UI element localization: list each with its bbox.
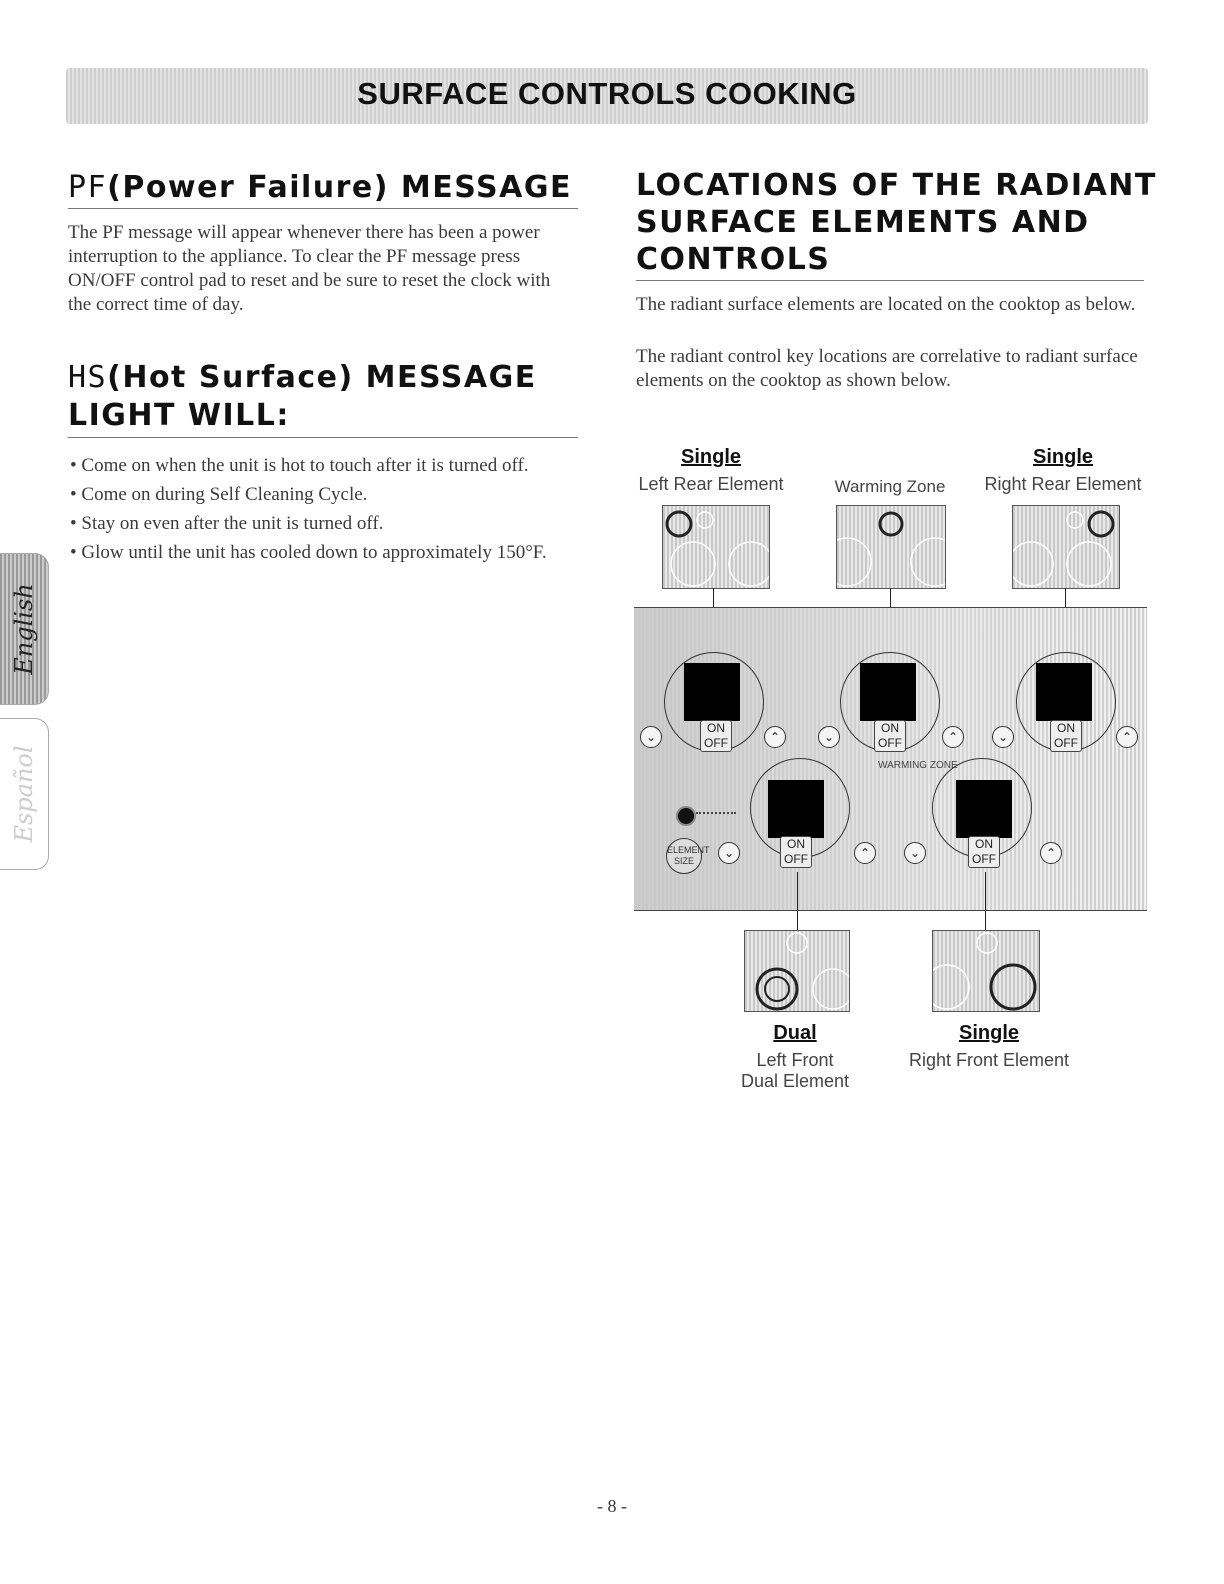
cooktop-thumb-right-front [932, 930, 1040, 1012]
indicator-light-icon [676, 806, 696, 826]
cooktop-thumb-warming [836, 505, 946, 589]
off-label: OFF [784, 852, 808, 866]
chevron-down-icon[interactable]: ⌄ [904, 842, 926, 864]
on-label: ON [975, 837, 993, 851]
label-left-front-desc-1: Left Front [756, 1050, 834, 1070]
indicator-dots [696, 812, 736, 814]
cooktop-thumb-left-rear-svg [663, 506, 769, 588]
label-right-front-desc-1: Right Front Element [908, 1050, 1070, 1070]
cooktop-thumb-left-rear [662, 505, 770, 589]
onoff-left-front-button[interactable] [780, 836, 812, 868]
locations-heading-1: LOCATIONS OF THE RADIANT [636, 168, 1157, 203]
label-left-rear-type: Single [680, 446, 741, 468]
hs-heading-text: (Hot Surface) MESSAGE [107, 360, 537, 395]
onoff-left-rear-button[interactable] [700, 720, 732, 752]
on-label: ON [707, 721, 725, 735]
display-left-rear [684, 663, 740, 721]
cooktop-thumb-left-front [744, 930, 850, 1012]
section-banner [66, 68, 1148, 124]
chevron-down-icon[interactable]: ⌄ [818, 726, 840, 748]
label-right-front-type: Single [958, 1022, 1019, 1044]
cooktop-thumb-left-front-svg [745, 931, 849, 1011]
list-item: • Come on when the unit is hot to touch after it is turned off. [70, 451, 590, 480]
off-label: OFF [1054, 736, 1078, 750]
locations-heading-3: CONTROLS [636, 242, 831, 277]
label-left-front-desc-2: Dual Element [740, 1071, 850, 1091]
chevron-down-icon[interactable]: ⌄ [718, 842, 740, 864]
off-label: OFF [972, 852, 996, 866]
banner-title: SURFACE CONTROLS COOKING [357, 76, 857, 111]
chevron-down-icon[interactable]: ⌄ [640, 726, 662, 748]
connector-left-front [797, 872, 798, 930]
tab-english[interactable] [0, 553, 49, 705]
onoff-right-front-button[interactable] [968, 836, 1000, 868]
hs-heading-line2: LIGHT WILL: [68, 398, 290, 433]
on-label: ON [787, 837, 805, 851]
display-right-front [956, 780, 1012, 838]
hs-rule [68, 437, 578, 438]
hs-code: HS [68, 360, 108, 395]
label-right-rear-desc: Right Rear Element [984, 474, 1142, 494]
label-right-rear-type: Single [1032, 446, 1093, 468]
label-left-front-type: Dual [773, 1022, 817, 1044]
list-item: • Glow until the unit has cooled down to approximately 150°F. [70, 538, 590, 567]
cooktop-thumb-right-rear [1012, 505, 1120, 589]
label-warming-zone: Warming Zone [834, 477, 946, 496]
display-left-front [768, 780, 824, 838]
chevron-up-icon[interactable]: ⌃ [764, 726, 786, 748]
chevron-up-icon[interactable]: ⌃ [1116, 726, 1138, 748]
pf-heading [68, 170, 572, 205]
cooktop-thumb-right-rear-svg [1013, 506, 1119, 588]
list-item: • Stay on even after the unit is turned off. [70, 509, 590, 538]
locations-heading-2: SURFACE ELEMENTS AND [636, 205, 1090, 240]
connector-right-front [985, 872, 986, 930]
onoff-warming-button[interactable] [874, 720, 906, 752]
list-item: • Come on during Self Cleaning Cycle. [70, 480, 590, 509]
pf-heading-text: (Power Failure) MESSAGE [107, 170, 572, 205]
locations-rule [636, 280, 1144, 281]
hs-heading [68, 360, 537, 395]
element-size-button[interactable] [666, 838, 710, 874]
tab-espanol[interactable] [0, 718, 49, 870]
pf-rule [68, 208, 578, 209]
off-label: OFF [878, 736, 902, 750]
label-left-rear-desc: Left Rear Element [638, 474, 784, 494]
display-right-rear [1036, 663, 1092, 721]
page-number: - 8 - [597, 1496, 627, 1516]
hs-bullet-list [70, 451, 590, 567]
warming-zone-label: WARMING ZONE [878, 760, 958, 771]
on-label: ON [1057, 721, 1075, 735]
element-size-label-2: SIZE [673, 856, 694, 866]
chevron-up-icon[interactable]: ⌃ [942, 726, 964, 748]
off-label: OFF [704, 736, 728, 750]
tab-espanol-label: Español [10, 745, 38, 843]
cooktop-thumb-right-front-svg [933, 931, 1039, 1011]
locations-para-1: The radiant surface elements are located on the cooktop as below. [636, 294, 1136, 315]
tab-english-label: English [10, 583, 38, 675]
pf-code: PF [68, 170, 108, 205]
chevron-up-icon[interactable]: ⌃ [1040, 842, 1062, 864]
chevron-up-icon[interactable]: ⌃ [854, 842, 876, 864]
onoff-right-rear-button[interactable] [1050, 720, 1082, 752]
chevron-down-icon[interactable]: ⌄ [992, 726, 1014, 748]
control-panel [634, 607, 1147, 911]
on-label: ON [881, 721, 899, 735]
locations-para-2: The radiant control key locations are correlative to radiant surface elements on the cooktop as shown below. [636, 346, 1138, 391]
element-size-label-1: ELEMENT [667, 845, 710, 855]
display-warming [860, 663, 916, 721]
pf-paragraph: The PF message will appear whenever there has been a power interruption to the appliance. To clear the PF message press ON/OFF control pad to reset and be sure to reset the clock with the correct time of day. [68, 222, 551, 315]
cooktop-thumb-warming-svg [837, 506, 945, 588]
